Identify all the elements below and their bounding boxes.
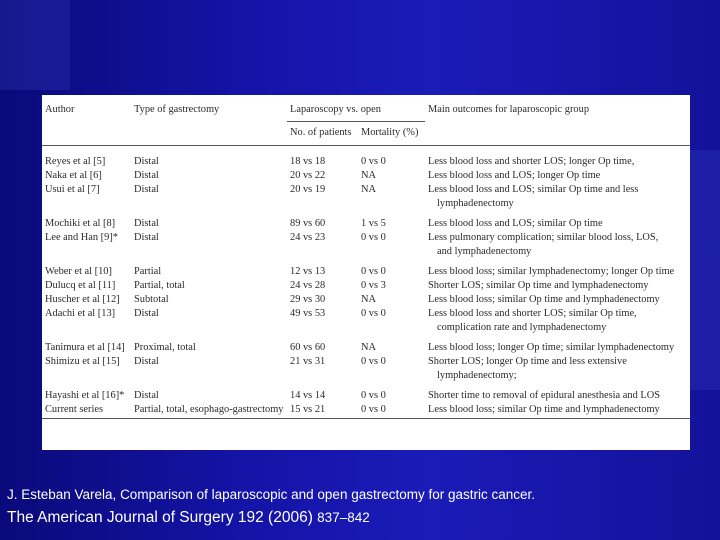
table-row — [42, 211, 690, 231]
header-author: Author — [42, 95, 131, 146]
table-row — [42, 383, 690, 403]
cell-type: Distal — [134, 170, 159, 181]
cell-mortality: 0 vs 0 — [361, 390, 386, 401]
cell-outcome-continuation: complication rate and lymphadenectomy — [437, 322, 607, 333]
cell-outcome-continuation: lymphadenectomy — [437, 198, 514, 209]
cell-author: Usui et al [7] — [45, 184, 100, 195]
cell-mortality: 0 vs 0 — [361, 266, 386, 277]
table-row — [42, 183, 690, 197]
cell-type: Partial, total — [134, 280, 185, 291]
citation-author-title: J. Esteban Varela, Comparison of laparoscopic and open gastrectomy for gastric cancer. — [7, 487, 536, 502]
comparison-table — [42, 95, 690, 419]
table-row — [42, 335, 690, 355]
cell-outcome: Less blood loss and LOS; similar Op time and less — [428, 184, 639, 195]
cell-patients: 12 vs 13 — [290, 266, 326, 277]
cell-author: Naka et al [6] — [45, 170, 102, 181]
table-row — [42, 259, 690, 279]
citation-journal-name: The American Journal of Surgery 192 (2006) — [7, 509, 318, 526]
cell-mortality: 0 vs 0 — [361, 156, 386, 167]
cell-type: Proximal, total — [134, 342, 196, 353]
cell-type: Distal — [134, 218, 159, 229]
cell-mortality: 0 vs 0 — [361, 308, 386, 319]
background-decoration — [0, 0, 70, 90]
cell-patients: 24 vs 28 — [290, 280, 326, 291]
cell-type: Distal — [134, 232, 159, 243]
cell-outcome: Less blood loss; similar Op time and lymphadenectomy — [425, 403, 690, 419]
cell-mortality: NA — [361, 294, 377, 305]
cell-author: Dulucq et al [11] — [45, 280, 116, 291]
cell-outcome: Less blood loss; similar Op time and lymphadenectomy — [428, 294, 660, 305]
cell-outcome: Less blood loss and LOS; similar Op time — [428, 218, 603, 229]
table-row — [42, 231, 690, 245]
cell-mortality: 0 vs 3 — [361, 280, 386, 291]
cell-mortality: NA — [361, 170, 377, 181]
table-row-continuation — [42, 321, 690, 335]
cell-mortality: 0 vs 0 — [361, 232, 386, 243]
cell-outcome: Shorter LOS; similar Op time and lymphadenectomy — [428, 280, 649, 291]
cell-outcome-continuation: and lymphadenectomy — [437, 246, 532, 257]
cell-type: Distal — [134, 356, 159, 367]
cell-outcome: Less pulmonary complication; similar blood loss, LOS, — [428, 232, 659, 243]
cell-type: Distal — [134, 156, 159, 167]
table-row — [42, 403, 690, 419]
cell-patients: 20 vs 22 — [290, 170, 326, 181]
cell-outcome: Less blood loss and LOS; longer Op time — [428, 170, 601, 181]
table-row-continuation — [42, 369, 690, 383]
cell-type: Subtotal — [134, 294, 169, 305]
header-outcomes: Main outcomes for laparoscopic group — [425, 95, 690, 146]
cell-author: Hayashi et al [16]* — [45, 390, 125, 401]
table-row — [42, 169, 690, 183]
header-patients: No. of patients — [287, 122, 358, 146]
cell-author: Adachi et al [13] — [45, 308, 116, 319]
cell-patients: 18 vs 18 — [290, 156, 326, 167]
cell-author: Huscher et al [12] — [45, 294, 120, 305]
cell-outcome: Less blood loss and shorter LOS; similar Op time, — [428, 308, 637, 319]
table-row-continuation — [42, 197, 690, 211]
header-lap-vs-open: Laparoscopy vs. open — [287, 95, 425, 122]
table-row — [42, 146, 690, 170]
cell-patients: 20 vs 19 — [290, 184, 326, 195]
cell-mortality: 0 vs 0 — [358, 403, 425, 419]
cell-type: Distal — [134, 390, 159, 401]
cell-patients: 29 vs 30 — [290, 294, 326, 305]
cell-mortality: 0 vs 0 — [361, 356, 386, 367]
table-panel — [42, 95, 690, 450]
cell-outcome: Less blood loss and shorter LOS; longer Op time, — [428, 156, 635, 167]
table-row — [42, 307, 690, 321]
cell-author: Current series — [42, 403, 131, 419]
cell-patients: 15 vs 21 — [287, 403, 358, 419]
header-type: Type of gastrectomy — [131, 95, 287, 146]
cell-author: Shimizu et al [15] — [45, 356, 120, 367]
cell-patients: 89 vs 60 — [290, 218, 326, 229]
table-row — [42, 279, 690, 293]
cell-author: Tanimura et al [14] — [45, 342, 125, 353]
table-row-continuation — [42, 245, 690, 259]
cell-patients: 60 vs 60 — [290, 342, 326, 353]
cell-patients: 14 vs 14 — [290, 390, 326, 401]
cell-outcome: Shorter LOS; longer Op time and less extensive — [428, 356, 627, 367]
cell-type: Partial — [134, 266, 162, 277]
cell-outcome: Less blood loss; longer Op time; similar lymphadenectomy — [428, 342, 675, 353]
cell-type: Distal — [134, 184, 159, 195]
cell-type: Partial, total, esophago-gastrectomy — [131, 403, 287, 419]
cell-author: Reyes et al [5] — [45, 156, 106, 167]
cell-mortality: NA — [361, 342, 377, 353]
cell-type: Distal — [134, 308, 159, 319]
cell-patients: 49 vs 53 — [290, 308, 326, 319]
cell-author: Weber et al [10] — [45, 266, 112, 277]
cell-mortality: NA — [361, 184, 377, 195]
cell-outcome-continuation: lymphadenectomy; — [437, 370, 517, 381]
table-row — [42, 355, 690, 369]
cell-outcome: Shorter time to removal of epidural anesthesia and LOS — [428, 390, 660, 401]
table-row — [42, 293, 690, 307]
cell-outcome: Less blood loss; similar lymphadenectomy; longer Op time — [428, 266, 675, 277]
header-mortality: Mortality (%) — [358, 122, 425, 146]
cell-patients: 21 vs 31 — [290, 356, 326, 367]
citation-journal — [7, 509, 719, 527]
cell-author: Mochiki et al [8] — [45, 218, 116, 229]
background-decoration — [690, 150, 720, 390]
cell-author: Lee and Han [9]* — [45, 232, 118, 243]
citation-pages: 837–842 — [317, 510, 370, 525]
cell-mortality: 1 vs 5 — [361, 218, 386, 229]
cell-patients: 24 vs 23 — [290, 232, 326, 243]
